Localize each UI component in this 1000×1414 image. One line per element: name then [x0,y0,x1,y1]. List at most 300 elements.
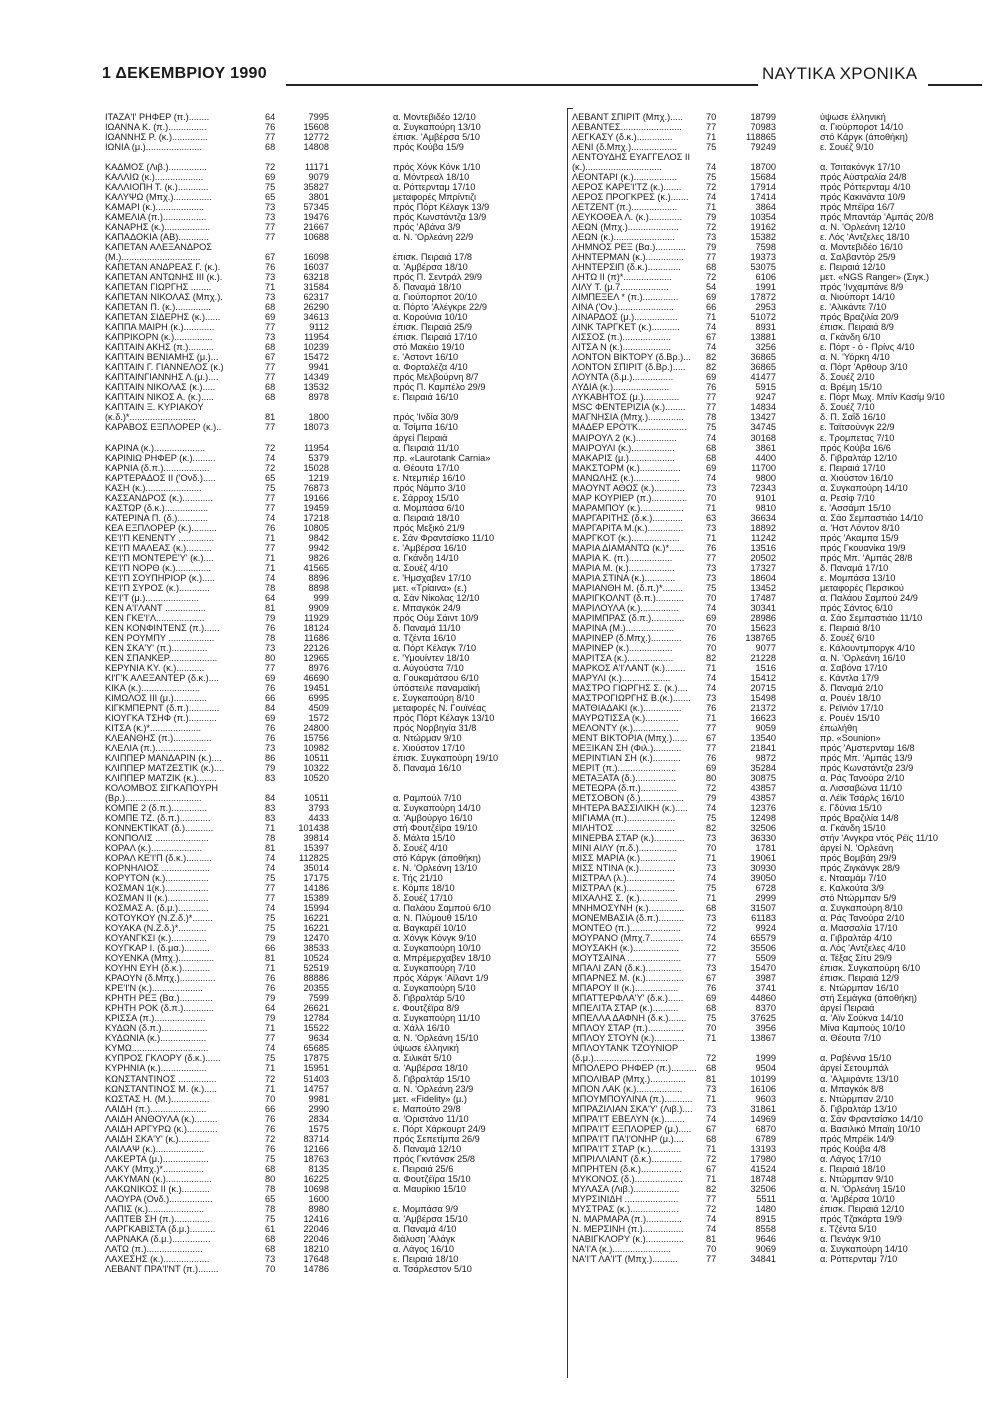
ship-row [572,953,812,963]
ship-row [105,793,405,803]
ship-row [105,633,405,643]
ship-name: ΜΠΕΛΛΑ ΔΑΦΝΗ (δ.κ.)....... [572,1013,687,1024]
ship-row [105,342,405,352]
ship-name: ΚΑΠΕΤΑΝ ΣΙΔΕΡΗΣ (κ.)...... [105,312,221,323]
ship-row [572,132,812,142]
ship-row [105,372,405,382]
ship-name: ΜΠΕΛΙΤΑ ΣΤΑΡ (κ.).......... [572,1003,679,1014]
ship-name: ΚΑΡΙΝΙΩ ΡΗΦΕΡ (κ.)......... [105,452,216,463]
ship-year: 71 [265,963,276,974]
ship-tonnage: 18073 [303,422,329,433]
ship-name: ΜΠΛΟΥ ΣΤΑΡ (π.).............. [572,1023,684,1034]
ship-row [105,613,405,623]
ship-tonnage: 17648 [303,1253,329,1264]
ship-row [105,1094,405,1104]
ship-name: ΜΠΡΗΤΕΝ (δ.κ.)................ [572,1163,682,1174]
ship-status: ε. Ρεϊνιόν 17/10 [820,702,884,713]
ship-tonnage: 21228 [750,652,776,663]
ship-tonnage: 15389 [303,893,329,904]
ship-name: ΜΕΝΤ ΒΙΚΤΟΡΙΑ (Μπχ.)...... [572,732,688,743]
ship-status: έπισκ. Πειραιά 12/9 [820,973,899,984]
ship-row [572,202,812,212]
ship-row [105,1224,405,1234]
ship-status: μεταφορές Ν. Γουϊνέας [393,702,486,713]
ship-status: α. Γιβραλτάρ 4/10 [820,933,893,944]
ship-tonnage: 15397 [303,843,329,854]
ship-year: 69 [706,292,717,303]
ship-status: α. Ν. 'Ορλεάνη 16/10 [820,652,906,663]
ship-tonnage: 36865 [750,352,776,363]
ship-tonnage: 3956 [755,1023,776,1034]
ship-year: 73 [706,1103,717,1114]
ship-year: 72 [706,943,717,954]
ship-tonnage: 14757 [303,1083,329,1094]
ship-status: πρός Μεξικό 21/9 [393,522,465,533]
ship-status: α. Μομπάσα 6/10 [393,502,465,513]
ship-name: ΚΟΥΕΝΚΑ (Μπχ.).............. [105,953,215,964]
ship-year: 73 [265,292,276,303]
ship-status: δ. Παναμά 11/10 [393,622,461,633]
ship-row [572,673,812,683]
ship-year: 72 [706,1203,717,1214]
ship-tonnage: 17327 [750,562,776,573]
ship-tonnage: 15684 [750,172,776,183]
ship-row [572,603,812,613]
ship-year: 74 [706,803,717,814]
ship-year: 70 [706,1243,717,1254]
ship-tonnage: 10322 [303,763,329,774]
ship-tonnage: 15623 [750,622,776,633]
ship-row [572,813,812,823]
ship-year: 74 [265,903,276,914]
ship-tonnage: 15608 [303,122,329,133]
ship-year: 72 [706,923,717,934]
ship-status: στό Κάργκ (άποθήκη) [393,853,481,864]
ship-year: 74 [706,432,717,443]
ship-row [572,893,812,903]
ship-tonnage: 7995 [308,112,329,122]
ship-tonnage: 7599 [308,993,329,1004]
ship-row [572,833,812,843]
ship-status: έπισκ. Πειραιά 25/9 [393,322,472,333]
ship-status: πρός Χόνκ Κόνκ 1/10 [393,162,481,173]
ship-year: 72 [265,462,276,473]
ship-tonnage: 1575 [308,1123,329,1134]
ship-tonnage: 31507 [750,903,776,914]
ship-name: ΚΡΗΤΗ ΡΟΚ (δ.π.)............ [105,1003,214,1014]
ship-status: πρός 'Αβάνα 3/9 [393,222,461,233]
ship-tonnage: 5379 [308,452,329,463]
ship-status: α. Ν. 'Υόρκη 4/10 [820,352,890,363]
ship-status: ε. Ντώρμπαν 2/10 [820,1093,894,1104]
ship-name: ΚΑΠΤΑΙΝΓΙΑΝΝΗΣ Λ.(μ.).... [105,372,219,383]
ship-year: 74 [706,342,717,353]
ship-status: ε. Σουέζ 9/10 [820,142,874,153]
ship-year: 71 [265,1063,276,1074]
ship-tonnage: 9810 [755,502,776,513]
ship-status: α. Πόρτο 'Αλέγκρε 22/9 [393,302,487,313]
ship-status: διάλυση 'Αλάγκ [393,1233,456,1244]
ship-name: ΜΑΡΙΑ Κ. (π.)................. [572,552,673,563]
ship-tonnage: 13867 [750,1033,776,1044]
ship-row [105,803,405,813]
ship-year: 70 [706,1023,717,1034]
ship-tonnage: 12498 [750,813,776,824]
ship-status: πρ. «Sounion» [820,732,881,743]
ship-status: ε. Μπαγκόκ 24/9 [393,602,461,613]
ship-name: (κ.δ.)*.......................... [105,412,196,423]
ship-year: 68 [706,442,717,453]
ship-year: 71 [265,823,276,834]
ship-year: 81 [706,1073,717,1084]
ship-row [105,322,405,332]
ship-tonnage: 10982 [303,742,329,753]
ship-tonnage: 18763 [303,1153,329,1164]
ship-row [572,713,812,723]
ship-name: ΛΕΩΝ (κ.)........................ [572,232,675,243]
ship-row [572,332,812,342]
ship-year: 68 [265,1163,276,1174]
ship-name: (Βρ.).............................. [105,793,202,804]
ship-row [105,182,405,192]
ship-name: ΜΠΡΑΖΙΛΙΑΝ ΣΚΑ'Υ' (Λιβ.).... [572,1103,693,1114]
ship-name: ΚΑΠΑΔΟΚΙΑ (ΑΒ)............ [105,232,209,243]
ship-row [572,763,812,773]
ship-name: ΜΥΡΣΙΝΙΔΗ ..................... [572,1193,679,1204]
ship-tonnage: 12166 [303,1143,329,1154]
ship-name: ΜΑΣΤΡΟΓΙΩΡΓΗΣ Β.(κ.)....... [572,692,691,703]
ship-status: δ. Γιβραλτάρ 5/10 [393,993,465,1004]
ship-year: 78 [265,833,276,844]
ship-year: 74 [706,933,717,944]
ship-name: ΜΕΛΟΝΤΥ (κ.).................. [572,722,679,733]
ship-row [572,252,812,262]
ship-year: 73 [265,272,276,283]
ship-tonnage: 9634 [308,1033,329,1044]
ship-name: ΚΑΡΙΝΑ (κ.).................... [105,442,206,453]
ship-row [105,1234,405,1244]
ship-year: 77 [706,953,717,964]
ship-row [572,553,812,563]
ship-year: 73 [265,202,276,213]
ship-tonnage: 88886 [303,973,329,984]
ship-row [105,152,405,162]
ship-status: ε. Πειραιά 25/6 [393,1163,454,1174]
ship-row [572,853,812,863]
ship-name: ΜΑΡΙΑ ΣΤΙΝΑ (κ.)............ [572,572,676,583]
ship-row [105,1184,405,1194]
ship-year: 68 [265,142,276,153]
ship-tonnage: 12416 [303,1213,329,1224]
ship-year: 71 [706,893,717,904]
ship-row [572,433,812,443]
ship-year: 77 [706,552,717,563]
ship-name: ΜΙΣΣ ΜΑΡΙΑ (κ.).............. [572,853,676,864]
ship-row [572,683,812,693]
ship-status: α. Ρουέν 18/10 [820,692,881,703]
ship-year: 64 [265,592,276,603]
ship-status: ε. Τής 21/10 [393,873,443,884]
ship-status: α. Παλάου Σαμπού 6/10 [393,903,491,914]
ship-name: ΚΟΥΑΚΑ (Ν.Ζ.δ.)*........... [105,923,207,934]
ship-row [105,272,405,282]
ship-status: πρός Ρόττερνταμ 4/10 [820,182,911,193]
ship-year: 68 [706,1133,717,1144]
ship-name: ΚΕΝ ΡΟΥΜΠΥ .................. [105,632,215,643]
ship-status: άργεί Πειραιά [820,1003,875,1014]
ship-name: ΚΑΡΤΕΡΑΔΟΣ ΙΙ ('Ονδ.)..... [105,472,216,483]
ship-status: α. Τσιτακόνγκ 17/10 [820,162,901,173]
ship-row [105,302,405,312]
ship-row [572,152,812,162]
ship-name: ΜΠΑΡΝΕΣ Μ. (κ.)............... [572,973,684,984]
ship-tonnage: 19459 [303,502,329,513]
ship-name: ΛΗΜΝΟΣ ΡΕΞ (Βα.)............ [572,242,686,253]
ship-status: πρός Κούβα 15/9 [393,142,464,153]
ship-tonnage: 3861 [755,442,776,453]
ship-name: ΛΙΝΑ ('Ον.)...................... [572,302,674,313]
ship-year [265,152,293,162]
ship-tonnage: 43857 [750,793,776,804]
ship-row [105,543,405,553]
ship-year: 68 [265,302,276,313]
ship-row [572,1033,812,1043]
ship-tonnage: 18892 [750,522,776,533]
ship-status: ε. Πειραιά 18/10 [393,1253,459,1264]
ship-year: 76 [706,632,717,643]
ship-tonnage: 4400 [755,452,776,463]
ship-tonnage: 4433 [308,813,329,824]
ship-row [572,352,812,362]
ship-row [572,773,812,783]
ship-name: ΛΕΝΤΟΥΔΗΣ ΕΥΑΓΓΕΛΟΣ ΙΙ [572,152,691,163]
ship-status: έπισκ. Πειραιά 12/10 [820,1203,905,1214]
ship-status: ε. Κάλουντμποργκ 4/10 [820,642,915,653]
ship-status: α. Ντώρμαν 9/10 [393,732,462,743]
ship-status [393,773,563,783]
ship-tonnage: 10511 [304,753,329,763]
ship-tonnage: 14786 [303,1263,329,1274]
ship-name: ΜΠΡΑ'Ι'Τ ΠΑ'Ι'ΟΝΗΡ (μ.).... [572,1133,684,1144]
ship-status: ύπόστειλε παναμαϊκή [393,682,480,693]
ship-row [105,893,405,903]
ship-name: ΜΕΤΕΩΡΑ (δ.π.).............. [572,783,677,794]
ship-row [105,693,405,703]
ship-status: α. Κορούνια 10/10 [393,312,468,323]
ship-year: 77 [706,742,717,753]
ship-status: ε. 'Αστοντ 16/10 [393,352,459,363]
ship-name: ΚΟΜΠΕ ΤΖ. (δ.π.)............ [105,813,211,824]
ship-tonnage: 19162 [750,222,776,233]
ship-row [105,252,405,262]
ship-tonnage: 32506 [750,823,776,834]
ship-name: ΜΑΟΥΝΤ ΑΘΩΣ (κ.)............ [572,482,685,493]
ship-name: ΚΛΙΠΠΕΡ ΜΑΤΖΙΚ (κ.)........ [105,773,217,784]
ship-name: ΛΟΥΝΤΑ (δ.μ.)................ [572,372,674,383]
ship-tonnage: 11686 [304,632,329,643]
ship-tonnage: 34613 [303,312,329,323]
ship-name: ΛΥΚΑΒΗΤΟΣ (μ.).............. [572,392,680,403]
ship-name: ΛΕΒΑΝΤ ΠΡΑ'Ι'ΝΤ (π.)........ [105,1263,219,1274]
ship-name: ΚΟΣΜΑΝ 1(κ.)................. [105,883,209,894]
ship-name: ΚΑΠΤΑΙΝ ΝΙΚΟΛΑΣ (κ.)..... [105,382,216,393]
ship-year: 70 [706,592,717,603]
ship-tonnage: 17875 [303,1053,329,1064]
ship-tonnage: 8915 [755,1213,776,1224]
ship-name: ΚΑΣΣΑΝΔΡΟΣ (κ.)............ [105,492,213,503]
ship-status: ε. Κάντλα 17/9 [820,672,879,683]
ship-name: ΚΕΡΥΝΙΑ ΚΥ. (κ.)........... [105,662,205,673]
ship-tonnage: 30168 [750,432,776,443]
ship-year: 79 [706,242,717,253]
ship-name: ΚΙΚΑ (κ.)....................... [105,682,200,693]
ship-row [105,503,405,513]
ship-tonnage: 22046 [303,1223,329,1234]
ship-tonnage: 30930 [750,863,776,874]
ship-tonnage: 15382 [750,232,776,243]
ship-name: ΜΕΞΙΚΑΝ ΣΗ (Φιλ.)........... [572,742,682,753]
ship-row [105,1134,405,1144]
ship-status: α. Συγκαπούρη 14/10 [820,1243,908,1254]
ship-tonnage: 17218 [303,512,329,523]
ship-year: 74 [265,1043,276,1054]
ship-tonnage: 13516 [750,542,776,553]
ship-name: ΛΙΣΣΟΣ (π.)................... [572,332,671,343]
ship-row [105,402,405,412]
ship-name: ΙΩΑΝΝΑ Κ. (π.)............... [105,122,207,133]
ship-tonnage: 13427 [750,412,776,423]
ship-status: α. Νιούπορτ 14/10 [820,292,895,303]
ship-status: α. Λάγος 17/10 [820,1153,882,1164]
ship-status: δ. Σουέζ 6/10 [820,632,875,643]
ship-year: 71 [706,1143,717,1154]
ship-row [105,683,405,693]
ship-row [572,803,812,813]
ship-year: 81 [265,412,276,423]
ship-tonnage: 35014 [303,863,329,874]
ship-year: 70 [706,843,717,854]
ship-year: 71 [706,202,717,213]
ship-name: ΚΑΠΤΑΙΝ ΒΕΝΙΑΜΗΣ (μ.)... [105,352,219,363]
ship-tonnage: 15412 [750,672,776,683]
ship-name: ΚΑΜΕΛΙΑ (π.)................. [105,212,207,223]
ship-year: 68 [265,382,276,393]
ship-row [105,883,405,893]
ship-name: ΛΑΟΥΡΑ (Ονδ.)................. [105,1193,213,1204]
ship-tonnage: 10805 [303,522,329,533]
ship-name: ΚΑΤΕΡΙΝΑ Π. (δ.)............ [105,512,208,523]
ship-tonnage: 83714 [303,1133,329,1144]
ship-tonnage: 20715 [750,682,776,693]
ship-status: α. Θέουτα 17/10 [393,462,460,473]
ship-tonnage: 16225 [303,1173,329,1184]
ship-year: 77 [265,542,276,553]
ship-row [105,222,405,232]
ship-tonnage: 3864 [755,202,776,213]
ship-row [572,933,812,943]
ship-row [105,1043,405,1053]
ship-status: στό Μακέιο 19/10 [393,342,465,353]
page-date: 1 ΔΕΚΕΜΒΡΙΟΥ 1990 [102,65,267,82]
ship-status: α. Μπρέμερχαβεν 18/10 [393,953,491,964]
ship-tonnage: 8135 [308,1163,329,1174]
ship-year: 73 [706,232,717,243]
ship-status: α. Πειραιά 18/10 [393,512,460,523]
ship-row [572,122,812,132]
ship-row [105,332,405,342]
ship-tonnage: 13532 [303,382,329,393]
ship-status: ε. Σάρροχ 15/10 [393,492,459,503]
ship-status: α. 'Ηστ Λόντον 8/10 [820,522,900,533]
ship-row [105,473,405,483]
ship-year: 81 [265,953,276,964]
ship-year: 77 [706,1253,717,1264]
ship-name: ΚΕ'Ι'Π ΚΕΝΕΝΤΥ .............. [105,532,215,543]
ship-name: ΚΡΑΟΥΝ (δ.Μπχ.).............. [105,973,216,984]
ship-year: 76 [265,122,276,133]
ship-status: ε. Τρομπετας 7/10 [820,432,895,443]
ship-row [572,212,812,222]
ship-name: ΚΙΜΩΛΟΣ ΙΙΙ (μ.)............. [105,692,207,703]
ship-status: δ. Γιβραλτάρ 15/10 [393,1073,470,1084]
ship-name: ΚΕ'Ι'Π ΜΟΝΤΕΡΕ'Υ' (κ.).... [105,552,214,563]
ship-name: ΚΑΡΝΙΑ (δ.π.).................. [105,462,210,473]
ship-name: ΜΙΝΕΡΒΑ ΣΤΑΡ (κ.)............ [572,833,685,844]
ship-status: α. Συγκαπούρη 8/10 [820,903,903,914]
ship-row [572,362,812,372]
ship-year: 73 [706,522,717,533]
ship-year [706,152,736,162]
ship-name: ΚΕΝ ΚΟΝΦΙΝΤΕΝΣ (π.)...... [105,622,220,633]
ship-status: ε. Καλκούτα 3/9 [820,883,884,894]
ship-row [105,983,405,993]
ship-tonnage: 18604 [750,572,776,583]
ship-status: α. Βαγκαρέϊ 10/10 [393,923,467,934]
ship-tonnage: 21372 [750,702,776,713]
ship-row [572,1084,812,1094]
ship-row [105,1013,405,1023]
ship-name: ΜΙΣΤΡΑΛ (κ.)................... [572,883,676,894]
ship-tonnage: 24800 [303,722,329,733]
ship-year: 74 [265,863,276,874]
ship-row [572,1074,812,1084]
ship-year: 71 [706,312,717,323]
ship-year: 76 [265,973,276,984]
ship-status: α. Τσάρλεστον 5/10 [393,1263,472,1274]
ship-status: ε. 'Αλικάντε 7/10 [820,302,887,313]
ship-name: ΚΙΓΚΜΠΕΡΝΤ (δ.π.)............ [105,702,220,713]
ship-year: 77 [265,662,276,673]
ship-tonnage: 39814 [303,833,329,844]
ship-status: μετ. «Fidelity» (μ.) [393,1093,467,1104]
ship-name: ΛΙΜΠΕΞΕΛ * (π.).............. [572,292,679,303]
ship-row [105,362,405,372]
ship-tonnage: 22046 [303,1233,329,1244]
ship-status: α. Μοντεβιδέο 12/10 [393,112,476,122]
ship-tonnage: 9079 [308,172,329,183]
ship-tonnage: 31584 [303,282,329,293]
ship-status: πρός Τζακάρτα 19/9 [820,1213,902,1224]
ship-year: 77 [265,322,276,333]
ship-name: ΜΠΡΑ'Ι'Τ ΕΒΕΛΥΝ (κ.)........ [572,1113,685,1124]
ship-name: ΚΟΡΥΤΟΝ (κ.)................. [105,873,209,884]
ship-tonnage: 9826 [308,552,329,563]
ship-row [572,523,812,533]
ship-year: 76 [706,702,717,713]
ship-year: 83 [265,773,276,784]
ship-status: ε. Χιούστον 17/10 [393,742,465,753]
ship-name: ΚΑΛΥΨΩ (Μπχ.)............... [105,192,212,203]
